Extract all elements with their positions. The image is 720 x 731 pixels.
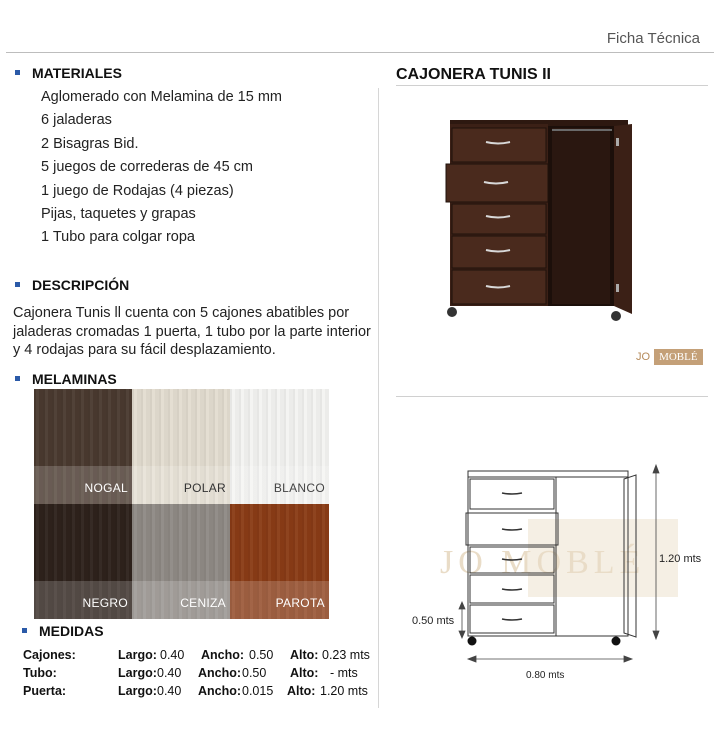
drawers (446, 128, 548, 304)
list-item: 2 Bisagras Bid. (41, 135, 139, 152)
hinge-icon (616, 138, 619, 146)
section-divider (396, 396, 708, 397)
largo-value: 0.40 (160, 648, 185, 662)
swatch-ceniza (132, 504, 230, 619)
bullet-icon (22, 628, 27, 633)
list-item: Pijas, taquetes y grapas (41, 206, 196, 223)
height-dimension-label: 1.20 mts (659, 553, 702, 565)
column-divider (378, 88, 379, 708)
ancho-value: 0.50 (249, 648, 274, 662)
drawer (452, 128, 546, 162)
arrow-down-icon (459, 631, 465, 638)
ancho-value: 0.50 (242, 666, 267, 680)
drawer-dimension-label: 0.50 mts (412, 615, 455, 627)
swatch-label: POLAR (183, 481, 226, 495)
melaminas-heading-text: MELAMINAS (32, 371, 117, 387)
document-title: Ficha Técnica (606, 30, 700, 47)
largo-label: Largo: (118, 666, 157, 680)
ancho-label: Ancho: (198, 684, 242, 698)
list-item: Aglomerado con Melamina de 15 mm (41, 89, 282, 105)
largo-label: Largo: (118, 648, 157, 662)
medidas-heading-text: MEDIDAS (39, 623, 104, 639)
largo-label: Largo: (118, 684, 157, 698)
swatch-label: BLANCO (273, 481, 325, 495)
arrow-right-icon (624, 656, 632, 662)
alto-value: 0.23 mts (322, 648, 370, 662)
list-item: 6 jaladeras (41, 112, 112, 129)
swatch-blanco (230, 389, 329, 504)
arrow-left-icon (468, 656, 476, 662)
materiales-heading (15, 65, 122, 81)
bullet-icon (15, 70, 20, 75)
row-name: Puerta: (23, 684, 67, 698)
technical-drawing (400, 455, 710, 695)
swatch-label: NOGAL (84, 481, 128, 495)
bullet-icon (15, 282, 20, 287)
alto-label: Alto: (290, 648, 319, 662)
drawer-handle-icon (502, 589, 522, 590)
caster-icon (468, 637, 477, 646)
caster-icon (612, 637, 621, 646)
melaminas-heading (15, 371, 117, 387)
swatch-polar (132, 389, 230, 504)
ancho-label: Ancho: (201, 648, 245, 662)
caster-icon (447, 307, 457, 317)
swatch-label: PAROTA (275, 596, 325, 610)
list-item: 1 Tubo para colgar ropa (41, 229, 195, 246)
product-title: CAJONERA TUNIS II (396, 66, 551, 83)
arrow-up-icon (653, 465, 659, 473)
alto-value: - mts (330, 666, 358, 680)
swatch-nogal (34, 389, 132, 504)
swatch-negro (34, 504, 132, 619)
outline-drawer (470, 605, 554, 633)
descripcion-text: Cajonera Tunis ll cuenta con 5 cajones abatibles por jaladeras cromadas 1 puerta, 1 tubo por la parte interior y 4 rodajas para su fácil desplazamiento. (13, 305, 371, 358)
arrow-down-icon (653, 631, 659, 639)
drawer (452, 204, 546, 234)
title-divider (396, 85, 708, 86)
materiales-list (41, 86, 282, 250)
arrow-up-icon (459, 602, 465, 609)
product-photo (440, 116, 640, 326)
ancho-value: 0.015 (242, 684, 274, 698)
row-name: Tubo: (23, 666, 57, 680)
swatch-label: CENIZA (180, 596, 226, 610)
drawer-handle-icon (502, 529, 522, 530)
row-name: Cajones: (23, 648, 76, 662)
alto-label: Alto: (287, 684, 316, 698)
bullet-icon (15, 376, 20, 381)
descripcion-heading (15, 277, 129, 293)
alto-value: 1.20 mts (320, 684, 368, 698)
medidas-heading (22, 623, 104, 639)
descripcion-heading-text: DESCRIPCIÓN (32, 277, 130, 293)
drawer-handle-icon (502, 619, 522, 620)
list-item: 5 juegos de correderas de 45 cm (41, 159, 253, 176)
header-divider (6, 52, 714, 53)
brand-logo (636, 351, 703, 363)
hinge-icon (616, 284, 619, 292)
materiales-heading-text: MATERIALES (32, 65, 122, 81)
width-dimension-label: 0.80 mts (526, 670, 565, 681)
largo-value: 0.40 (157, 666, 182, 680)
swatch-parota (230, 504, 329, 619)
ancho-label: Ancho: (198, 666, 242, 680)
largo-value: 0.40 (157, 684, 182, 698)
alto-label: Alto: (290, 666, 319, 680)
cabinet-back (552, 128, 610, 304)
brand-logo-moble: MOBLÉ (654, 349, 703, 365)
drawer-handle-icon (502, 493, 522, 494)
watermark-text: JO MOBLÉ (440, 544, 646, 581)
list-item: 1 juego de Rodajas (4 piezas) (41, 182, 234, 199)
melamina-swatches (34, 389, 329, 619)
swatch-label: NEGRO (82, 596, 128, 610)
caster-icon (611, 311, 621, 321)
brand-logo-jo: JO (636, 351, 651, 363)
